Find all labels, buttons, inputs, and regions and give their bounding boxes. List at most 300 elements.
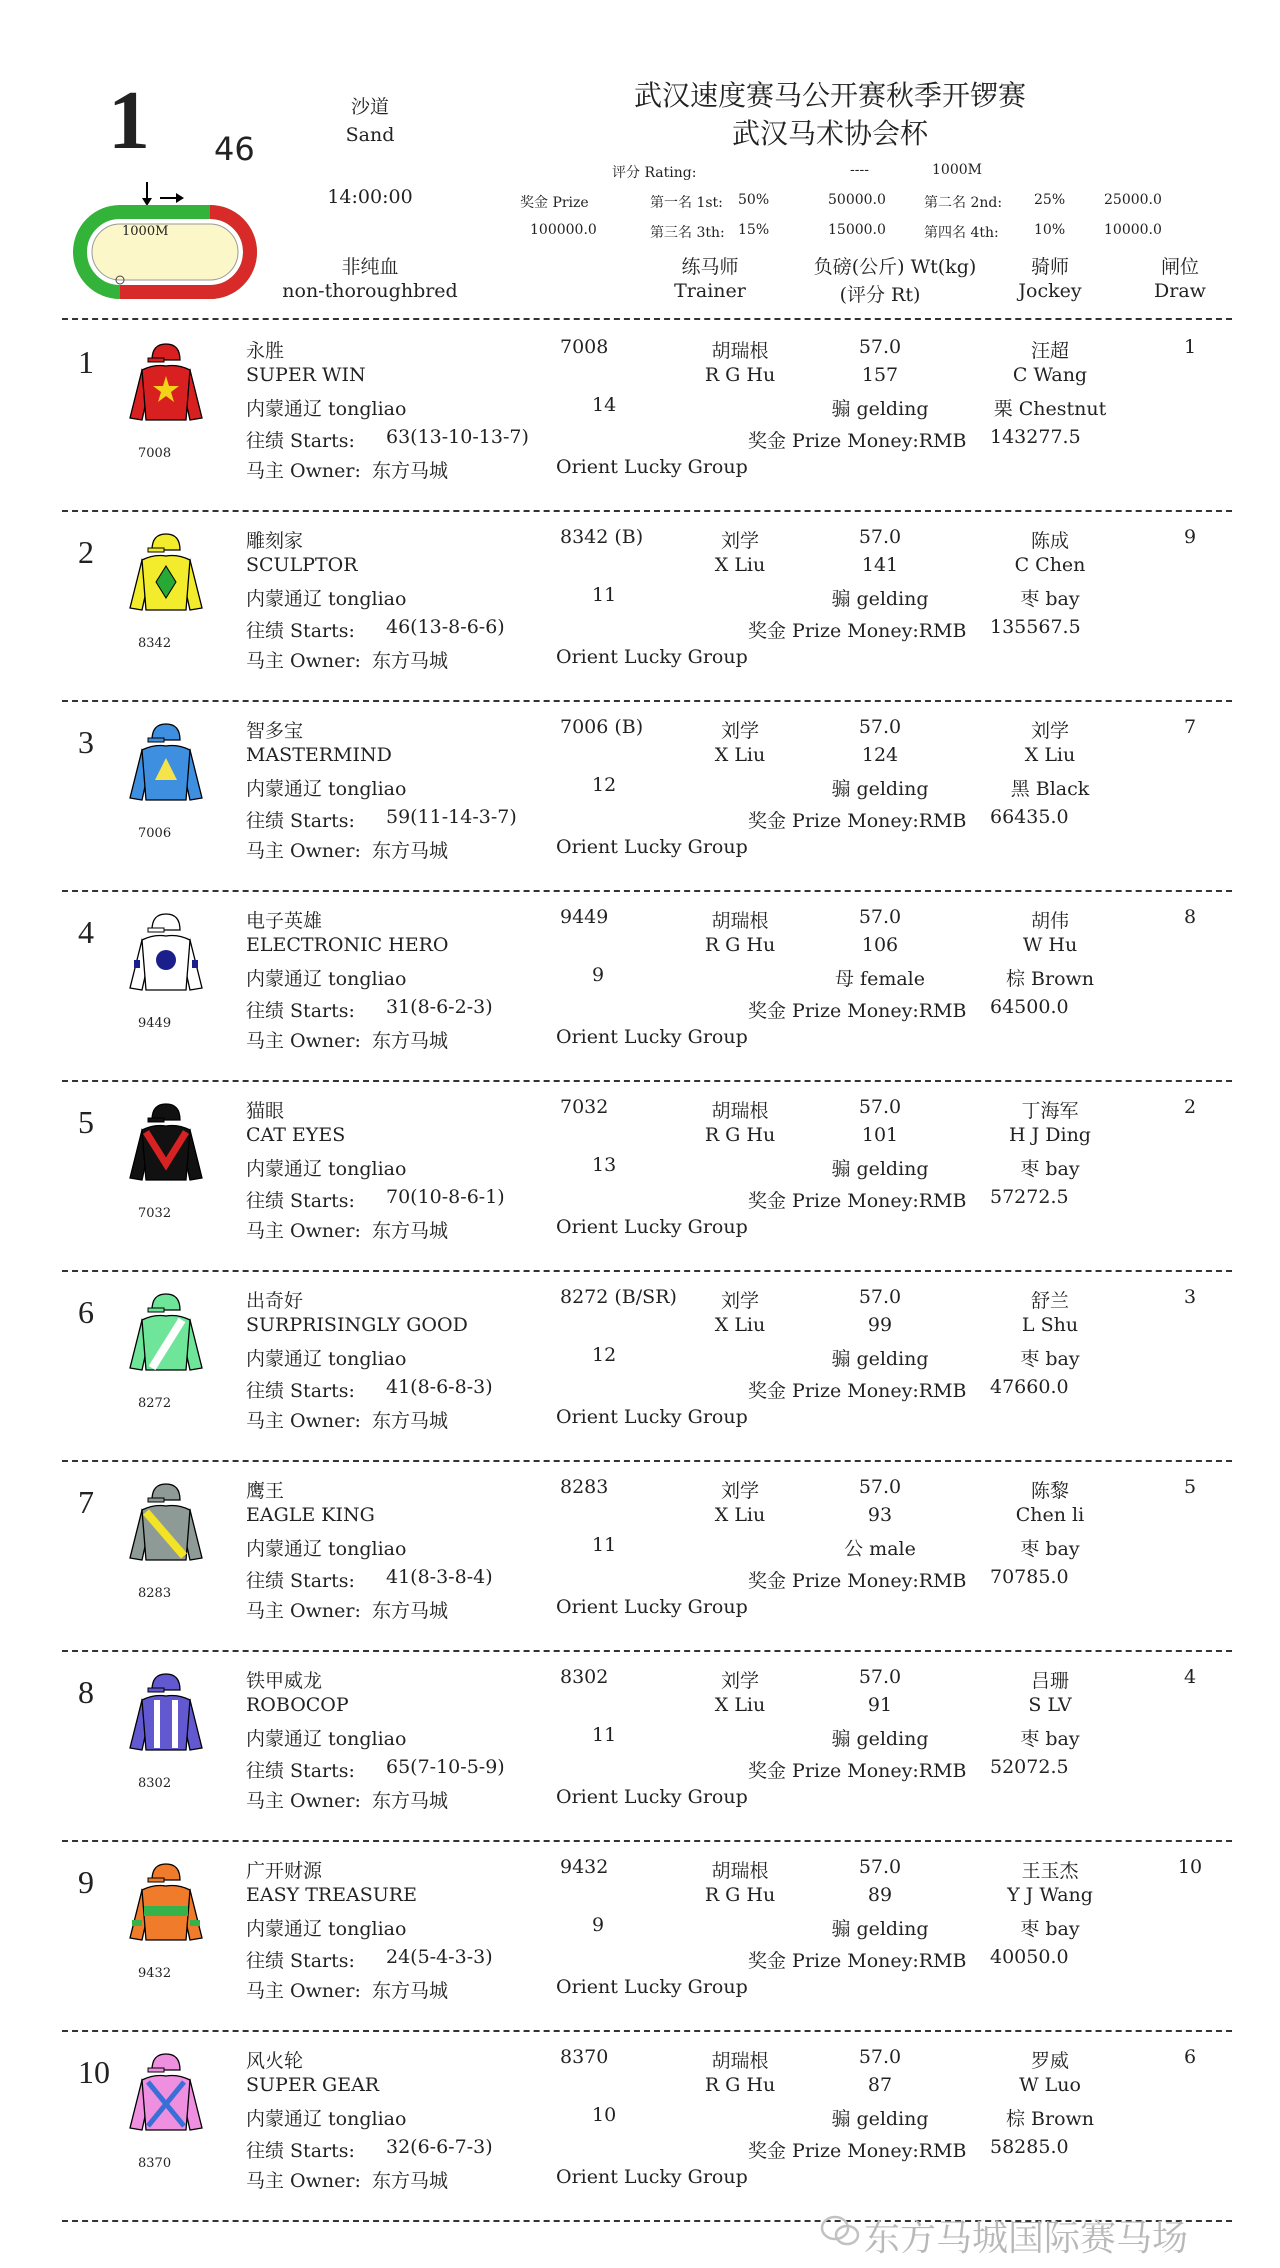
owner-en: Orient Lucky Group: [556, 836, 748, 858]
jockey-silks-graphic: [128, 910, 204, 996]
trainer-en: R G Hu: [704, 364, 776, 386]
horse-origin: 内蒙通辽 tongliao: [246, 1158, 407, 1180]
horse-age: 14: [592, 394, 617, 416]
horse-number: 3: [78, 724, 94, 760]
entry-separator: [62, 1650, 1232, 1652]
horse-id: 8283: [560, 1476, 609, 1498]
owner-en: Orient Lucky Group: [556, 2166, 748, 2188]
horse-brand-id: 9432: [138, 1966, 172, 1981]
horse-origin: 内蒙通辽 tongliao: [246, 1728, 407, 1750]
horse-age: 10: [592, 2104, 617, 2126]
prize-2nd-pct: 25%: [1034, 192, 1066, 208]
horse-origin: 内蒙通辽 tongliao: [246, 398, 407, 420]
trainer-en: X Liu: [714, 1504, 766, 1526]
jockey-en: L Shu: [1021, 1314, 1079, 1336]
horse-sex: 骟 gelding: [831, 1918, 929, 1940]
horse-age: 13: [592, 1154, 617, 1176]
prize-money: 70785.0: [990, 1566, 1069, 1588]
jockey-silks-graphic: [128, 1670, 204, 1756]
horse-entry: [0, 1090, 1280, 1280]
horse-sex: 骟 gelding: [831, 2108, 929, 2130]
horse-entry: [0, 520, 1280, 710]
race-number: 1: [108, 74, 150, 167]
horse-name-en: CAT EYES: [246, 1124, 346, 1146]
race-subtitle: 武汉马术协会杯: [731, 117, 928, 150]
prize-money: 135567.5: [990, 616, 1081, 638]
carried-weight: 57.0: [858, 716, 902, 738]
trainer-cn: 刘学: [720, 1670, 759, 1692]
horse-entry: [0, 1660, 1280, 1850]
trainer-cn: 刘学: [720, 1480, 759, 1502]
horse-rating: 124: [861, 744, 899, 766]
rating-label: 评分 Rating:: [612, 165, 697, 181]
col-trainer-en: Trainer: [674, 280, 746, 302]
jockey-silks-graphic: [128, 1860, 204, 1946]
owner-label: 马主 Owner:: [246, 1980, 361, 2002]
prize-3rd-label: 第三名 3th:: [650, 225, 725, 241]
jockey-silks-icon: [128, 1290, 204, 1376]
horse-origin: 内蒙通辽 tongliao: [246, 1538, 407, 1560]
horse-name-cn: 智多宝: [246, 720, 304, 742]
trainer-en: R G Hu: [704, 1884, 776, 1906]
race-code: 46: [214, 130, 255, 168]
horse-age: 11: [592, 584, 617, 606]
owner-label: 马主 Owner:: [246, 2170, 361, 2192]
horse-id: 8370: [560, 2046, 609, 2068]
horse-name-en: ELECTRONIC HERO: [246, 934, 449, 956]
horse-id: 9449: [560, 906, 609, 928]
owner-en: Orient Lucky Group: [556, 1596, 748, 1618]
horse-sex: 骟 gelding: [831, 1728, 929, 1750]
owner-label: 马主 Owner:: [246, 1410, 361, 1432]
trainer-cn: 胡瑞根: [711, 1860, 769, 1882]
prize-money-label: 奖金 Prize Money:RMB: [748, 1760, 967, 1782]
prize-money-label: 奖金 Prize Money:RMB: [748, 1950, 967, 1972]
surface-cn: 沙道: [350, 96, 389, 118]
owner-cn: 东方马城: [372, 1220, 449, 1242]
jockey-silks-icon: [128, 530, 204, 616]
trainer-en: X Liu: [714, 1694, 766, 1716]
prize-1st-amount: 50000.0: [828, 192, 886, 208]
horse-starts: 41(8-3-8-4): [386, 1566, 493, 1588]
owner-label: 马主 Owner:: [246, 1600, 361, 1622]
horse-age: 12: [592, 1344, 617, 1366]
trainer-cn: 刘学: [720, 1290, 759, 1312]
horse-id: 9432: [560, 1856, 609, 1878]
jockey-en: Y J Wang: [1007, 1884, 1093, 1906]
owner-label: 马主 Owner:: [246, 650, 361, 672]
prize-money-label: 奖金 Prize Money:RMB: [748, 1380, 967, 1402]
horse-rating: 99: [867, 1314, 893, 1336]
header-separator: [62, 318, 1232, 320]
horse-brand-id: 8302: [138, 1776, 172, 1791]
jockey-cn: 陈成: [1030, 530, 1069, 552]
horse-origin: 内蒙通辽 tongliao: [246, 1348, 407, 1370]
col-jockey-en: Jockey: [1018, 280, 1082, 302]
horse-entry: [0, 900, 1280, 1090]
horse-age: 12: [592, 774, 617, 796]
horse-sex: 骟 gelding: [831, 778, 929, 800]
jockey-cn: 丁海军: [1021, 1100, 1079, 1122]
horse-color: 枣 bay: [1020, 1918, 1080, 1940]
horse-starts: 70(10-8-6-1): [386, 1186, 505, 1208]
owner-cn: 东方马城: [372, 460, 449, 482]
draw-number: 10: [1177, 1856, 1203, 1878]
owner-label: 马主 Owner:: [246, 1030, 361, 1052]
col-weight-cn: 负磅(公斤) Wt(kg): [813, 256, 977, 278]
horse-number: 8: [78, 1674, 94, 1710]
horse-id: 7032: [560, 1096, 609, 1118]
prize-money-label: 奖金 Prize Money:RMB: [748, 1570, 967, 1592]
jockey-en: W Hu: [1022, 934, 1078, 956]
owner-en: Orient Lucky Group: [556, 1406, 748, 1428]
prize-label: 奖金 Prize: [520, 195, 589, 211]
race-title: 武汉速度赛马公开赛秋季开锣赛: [633, 79, 1026, 112]
col-jockey-cn: 骑师: [1030, 256, 1069, 278]
race-time: 14:00:00: [327, 186, 413, 208]
draw-number: 9: [1183, 526, 1197, 548]
wechat-icon-graphic: [820, 2214, 860, 2248]
horse-starts: 63(13-10-13-7): [386, 426, 529, 448]
jockey-en: C Chen: [1014, 554, 1086, 576]
horse-number: 2: [78, 534, 94, 570]
prize-money-label: 奖金 Prize Money:RMB: [748, 1190, 967, 1212]
horse-age: 11: [592, 1724, 617, 1746]
jockey-en: H J Ding: [1009, 1124, 1091, 1146]
jockey-en: W Luo: [1019, 2074, 1081, 2096]
horse-number: 5: [78, 1104, 94, 1140]
jockey-silks-graphic: [128, 720, 204, 806]
trainer-cn: 胡瑞根: [711, 1100, 769, 1122]
horse-starts: 31(8-6-2-3): [386, 996, 493, 1018]
starts-label: 往绩 Starts:: [246, 1570, 355, 1592]
horse-age: 9: [592, 964, 605, 986]
horse-age: 11: [592, 1534, 617, 1556]
trainer-en: X Liu: [714, 1314, 766, 1336]
owner-cn: 东方马城: [372, 1410, 449, 1432]
starts-label: 往绩 Starts:: [246, 1000, 355, 1022]
horse-brand-id: 8272: [138, 1396, 172, 1411]
horse-name-en: SUPER WIN: [246, 364, 366, 386]
jockey-silks-icon: [128, 720, 204, 806]
horse-rating: 93: [867, 1504, 893, 1526]
horse-rating: 157: [861, 364, 899, 386]
horse-rating: 91: [867, 1694, 893, 1716]
trainer-cn: 胡瑞根: [711, 2050, 769, 2072]
starts-label: 往绩 Starts:: [246, 1760, 355, 1782]
horse-id: 7008: [560, 336, 609, 358]
jockey-silks-graphic: [128, 2050, 204, 2136]
prize-3rd-pct: 15%: [738, 222, 770, 238]
horse-name-cn: 雕刻家: [246, 530, 304, 552]
owner-cn: 东方马城: [372, 1600, 449, 1622]
horse-name-en: SUPER GEAR: [246, 2074, 380, 2096]
horse-name-cn: 猫眼: [246, 1100, 285, 1122]
prize-4th-amount: 10000.0: [1104, 222, 1162, 238]
horse-origin: 内蒙通辽 tongliao: [246, 778, 407, 800]
horse-starts: 24(5-4-3-3): [386, 1946, 493, 1968]
owner-en: Orient Lucky Group: [556, 1976, 748, 1998]
starts-label: 往绩 Starts:: [246, 2140, 355, 2162]
entry-separator: [62, 1080, 1232, 1082]
horse-entry: [0, 1280, 1280, 1470]
breed-en: non-thoroughbred: [282, 280, 458, 302]
trainer-cn: 胡瑞根: [711, 340, 769, 362]
owner-cn: 东方马城: [372, 1980, 449, 2002]
horse-sex: 骟 gelding: [831, 588, 929, 610]
jockey-silks-icon: [128, 2050, 204, 2136]
horse-name-en: EASY TREASURE: [246, 1884, 417, 1906]
horse-color: 枣 bay: [1020, 588, 1080, 610]
jockey-cn: 汪超: [1030, 340, 1069, 362]
horse-name-cn: 电子英雄: [246, 910, 323, 932]
horse-entry: [0, 2040, 1280, 2230]
trainer-cn: 刘学: [720, 720, 759, 742]
draw-number: 2: [1183, 1096, 1197, 1118]
horse-id: 8272 (B/SR): [560, 1286, 677, 1308]
horse-number: 4: [78, 914, 94, 950]
carried-weight: 57.0: [858, 526, 902, 548]
owner-en: Orient Lucky Group: [556, 1026, 748, 1048]
prize-money: 58285.0: [990, 2136, 1069, 2158]
prize-money-label: 奖金 Prize Money:RMB: [748, 620, 967, 642]
prize-2nd-amount: 25000.0: [1104, 192, 1162, 208]
prize-money: 57272.5: [990, 1186, 1069, 1208]
owner-cn: 东方马城: [372, 1030, 449, 1052]
jockey-cn: 胡伟: [1030, 910, 1069, 932]
prize-money: 40050.0: [990, 1946, 1069, 1968]
jockey-cn: 刘学: [1030, 720, 1069, 742]
horse-age: 9: [592, 1914, 605, 1936]
horse-sex: 骟 gelding: [831, 398, 929, 420]
jockey-cn: 陈黎: [1030, 1480, 1069, 1502]
jockey-silks-icon: [128, 1100, 204, 1186]
horse-rating: 89: [867, 1884, 893, 1906]
horse-entry: [0, 710, 1280, 900]
prize-money-label: 奖金 Prize Money:RMB: [748, 430, 967, 452]
horse-id: 8342 (B): [560, 526, 644, 548]
watermark: 东方马城国际赛马场: [864, 2218, 1189, 2259]
trainer-en: R G Hu: [704, 934, 776, 956]
jockey-silks-icon: [128, 1860, 204, 1946]
horse-rating: 106: [861, 934, 899, 956]
horse-color: 黑 Black: [1010, 778, 1090, 800]
draw-number: 7: [1183, 716, 1197, 738]
carried-weight: 57.0: [858, 1096, 902, 1118]
track-diagram: [60, 180, 260, 300]
owner-cn: 东方马城: [372, 840, 449, 862]
horse-brand-id: 8342: [138, 636, 172, 651]
jockey-en: C Wang: [1012, 364, 1088, 386]
horse-brand-id: 9449: [138, 1016, 172, 1031]
horse-name-cn: 鹰王: [246, 1480, 285, 1502]
horse-name-en: SCULPTOR: [246, 554, 358, 576]
horse-number: 9: [78, 1864, 94, 1900]
horse-origin: 内蒙通辽 tongliao: [246, 2108, 407, 2130]
horse-color: 棕 Brown: [1005, 968, 1095, 990]
trainer-en: X Liu: [714, 554, 766, 576]
jockey-cn: 罗威: [1030, 2050, 1069, 2072]
draw-number: 4: [1183, 1666, 1197, 1688]
jockey-silks-graphic: [128, 1100, 204, 1186]
owner-cn: 东方马城: [372, 650, 449, 672]
rating-value: ----: [850, 162, 869, 178]
horse-name-cn: 出奇好: [246, 1290, 304, 1312]
prize-money: 143277.5: [990, 426, 1081, 448]
horse-color: 栗 Chestnut: [993, 398, 1107, 420]
col-draw-cn: 闸位: [1160, 256, 1199, 278]
starts-label: 往绩 Starts:: [246, 1190, 355, 1212]
prize-4th-label: 第四名 4th:: [924, 225, 999, 241]
owner-label: 马主 Owner:: [246, 460, 361, 482]
horse-origin: 内蒙通辽 tongliao: [246, 1918, 407, 1940]
carried-weight: 57.0: [858, 1476, 902, 1498]
horse-starts: 46(13-8-6-6): [386, 616, 505, 638]
prize-money: 64500.0: [990, 996, 1069, 1018]
horse-number: 10: [78, 2054, 110, 2090]
jockey-silks-icon: [128, 1480, 204, 1566]
carried-weight: 57.0: [858, 1286, 902, 1308]
horse-brand-id: 8370: [138, 2156, 172, 2171]
jockey-silks-icon: [128, 910, 204, 996]
carried-weight: 57.0: [858, 906, 902, 928]
horse-sex: 公 male: [844, 1538, 916, 1560]
horse-color: 枣 bay: [1020, 1348, 1080, 1370]
jockey-silks-graphic: [128, 530, 204, 616]
horse-sex: 骟 gelding: [831, 1158, 929, 1180]
horse-number: 1: [78, 344, 94, 380]
horse-color: 棕 Brown: [1005, 2108, 1095, 2130]
race-distance: 1000M: [932, 162, 982, 178]
prize-money-label: 奖金 Prize Money:RMB: [748, 1000, 967, 1022]
trainer-cn: 刘学: [720, 530, 759, 552]
jockey-en: S LV: [1028, 1694, 1072, 1716]
horse-name-cn: 铁甲威龙: [246, 1670, 323, 1692]
horse-number: 7: [78, 1484, 94, 1520]
prize-2nd-label: 第二名 2nd:: [924, 195, 1003, 211]
horse-brand-id: 7008: [138, 446, 172, 461]
horse-name-en: MASTERMIND: [246, 744, 392, 766]
jockey-en: Chen li: [1015, 1504, 1085, 1526]
prize-money-label: 奖金 Prize Money:RMB: [748, 2140, 967, 2162]
col-weight-en: (评分 Rt): [839, 284, 921, 306]
horse-name-cn: 永胜: [246, 340, 285, 362]
prize-money: 52072.5: [990, 1756, 1069, 1778]
carried-weight: 57.0: [858, 1666, 902, 1688]
entry-separator: [62, 890, 1232, 892]
horse-starts: 65(7-10-5-9): [386, 1756, 505, 1778]
starts-label: 往绩 Starts:: [246, 430, 355, 452]
horse-color: 枣 bay: [1020, 1158, 1080, 1180]
horse-sex: 骟 gelding: [831, 1348, 929, 1370]
horse-starts: 32(6-6-7-3): [386, 2136, 493, 2158]
wechat-icon: [820, 2214, 860, 2252]
horse-brand-id: 8283: [138, 1586, 172, 1601]
owner-label: 马主 Owner:: [246, 1220, 361, 1242]
horse-starts: 41(8-6-8-3): [386, 1376, 493, 1398]
horse-name-en: SURPRISINGLY GOOD: [246, 1314, 468, 1336]
starts-label: 往绩 Starts:: [246, 1950, 355, 1972]
carried-weight: 57.0: [858, 2046, 902, 2068]
horse-origin: 内蒙通辽 tongliao: [246, 968, 407, 990]
prize-money: 47660.0: [990, 1376, 1069, 1398]
jockey-silks-graphic: [128, 1290, 204, 1376]
horse-starts: 59(11-14-3-7): [386, 806, 517, 828]
carried-weight: 57.0: [858, 1856, 902, 1878]
owner-en: Orient Lucky Group: [556, 1216, 748, 1238]
horse-name-en: EAGLE KING: [246, 1504, 375, 1526]
horse-origin: 内蒙通辽 tongliao: [246, 588, 407, 610]
horse-rating: 101: [861, 1124, 899, 1146]
horse-brand-id: 7006: [138, 826, 172, 841]
entry-separator: [62, 2030, 1232, 2032]
entry-separator: [62, 510, 1232, 512]
surface-en: Sand: [345, 124, 395, 146]
starts-label: 往绩 Starts:: [246, 1380, 355, 1402]
horse-number: 6: [78, 1294, 94, 1330]
horse-sex: 母 female: [835, 968, 925, 990]
prize-money-label: 奖金 Prize Money:RMB: [748, 810, 967, 832]
draw-number: 6: [1183, 2046, 1197, 2068]
prize-money: 66435.0: [990, 806, 1069, 828]
trainer-cn: 胡瑞根: [711, 910, 769, 932]
horse-id: 7006 (B): [560, 716, 644, 738]
prize-3rd-amount: 15000.0: [828, 222, 886, 238]
horse-rating: 87: [867, 2074, 893, 2096]
owner-cn: 东方马城: [372, 2170, 449, 2192]
trainer-en: X Liu: [714, 744, 766, 766]
entry-separator: [62, 1460, 1232, 1462]
breed-cn: 非纯血: [341, 256, 399, 278]
owner-en: Orient Lucky Group: [556, 646, 748, 668]
horse-brand-id: 7032: [138, 1206, 172, 1221]
horse-entry: [0, 1470, 1280, 1660]
owner-en: Orient Lucky Group: [556, 1786, 748, 1808]
starts-label: 往绩 Starts:: [246, 620, 355, 642]
prize-total: 100000.0: [530, 222, 597, 238]
horse-name-cn: 广开财源: [246, 1860, 323, 1882]
horse-name-cn: 风火轮: [246, 2050, 304, 2072]
owner-cn: 东方马城: [372, 1790, 449, 1812]
starts-label: 往绩 Starts:: [246, 810, 355, 832]
prize-1st-label: 第一名 1st:: [650, 195, 723, 211]
jockey-cn: 王玉杰: [1021, 1860, 1079, 1882]
jockey-silks-icon: [128, 340, 204, 426]
horse-name-en: ROBOCOP: [246, 1694, 349, 1716]
track-diagram-graphic: [60, 180, 260, 300]
jockey-silks-icon: [128, 1670, 204, 1756]
prize-4th-pct: 10%: [1034, 222, 1066, 238]
jockey-cn: 吕珊: [1030, 1670, 1069, 1692]
owner-en: Orient Lucky Group: [556, 456, 748, 478]
trainer-en: R G Hu: [704, 1124, 776, 1146]
owner-label: 马主 Owner:: [246, 840, 361, 862]
draw-number: 1: [1183, 336, 1197, 358]
horse-entry: [0, 1850, 1280, 2040]
draw-number: 5: [1183, 1476, 1197, 1498]
horse-rating: 141: [861, 554, 899, 576]
entry-separator: [62, 1270, 1232, 1272]
owner-label: 马主 Owner:: [246, 1790, 361, 1812]
horse-id: 8302: [560, 1666, 609, 1688]
jockey-en: X Liu: [1024, 744, 1076, 766]
draw-number: 3: [1183, 1286, 1197, 1308]
jockey-cn: 舒兰: [1030, 1290, 1069, 1312]
trainer-en: R G Hu: [704, 2074, 776, 2096]
carried-weight: 57.0: [858, 336, 902, 358]
entry-separator: [62, 700, 1232, 702]
col-trainer-cn: 练马师: [681, 256, 739, 278]
